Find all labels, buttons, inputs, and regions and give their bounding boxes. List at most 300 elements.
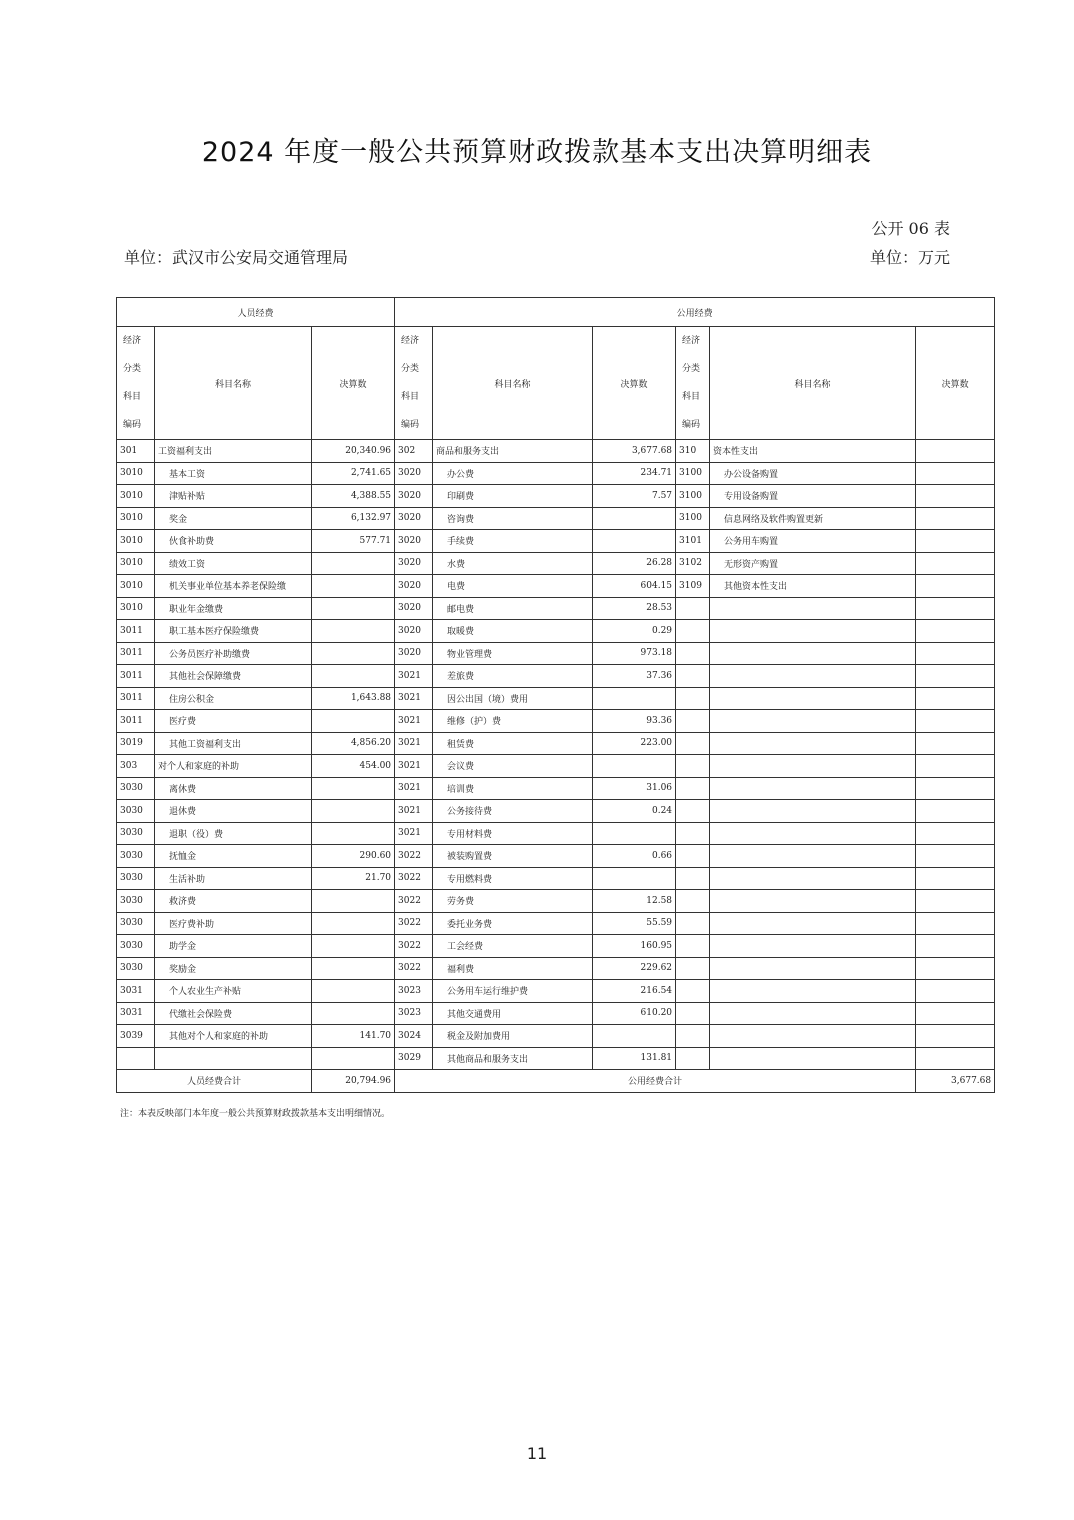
code-cell: 3010 bbox=[117, 575, 155, 598]
subject-cell: 委托业务费 bbox=[433, 912, 593, 935]
subject-cell bbox=[710, 642, 916, 665]
amount-cell bbox=[916, 462, 995, 485]
amount-cell bbox=[916, 665, 995, 688]
amount-cell bbox=[916, 597, 995, 620]
amount-cell bbox=[916, 912, 995, 935]
table-row bbox=[117, 980, 995, 1003]
subject-cell bbox=[710, 867, 916, 890]
amount-cell bbox=[593, 507, 676, 530]
table-row bbox=[117, 575, 995, 598]
amount-cell bbox=[916, 552, 995, 575]
header-amount: 决算数 bbox=[312, 327, 395, 440]
code-cell: 3011 bbox=[117, 620, 155, 643]
code-cell: 3019 bbox=[117, 732, 155, 755]
amount-cell bbox=[312, 890, 395, 913]
amount-cell bbox=[312, 575, 395, 598]
subject-cell: 公务接待费 bbox=[433, 800, 593, 823]
subject-cell bbox=[710, 597, 916, 620]
subject-cell: 劳务费 bbox=[433, 890, 593, 913]
table-row bbox=[117, 890, 995, 913]
amount-cell bbox=[916, 1025, 995, 1048]
table-row bbox=[117, 440, 995, 463]
amount-cell: 1,643.88 bbox=[312, 687, 395, 710]
header-code: 经济 分类 科目 编码 bbox=[395, 327, 433, 440]
table-row bbox=[117, 485, 995, 508]
header-subject: 科目名称 bbox=[433, 327, 593, 440]
amount-cell: 290.60 bbox=[312, 845, 395, 868]
code-cell: 3020 bbox=[395, 462, 433, 485]
code-cell: 3022 bbox=[395, 845, 433, 868]
table-row bbox=[117, 1047, 995, 1070]
code-cell: 3101 bbox=[676, 530, 710, 553]
code-cell: 3100 bbox=[676, 485, 710, 508]
subject-cell: 差旅费 bbox=[433, 665, 593, 688]
code-cell: 3020 bbox=[395, 597, 433, 620]
subject-cell: 电费 bbox=[433, 575, 593, 598]
amount-cell bbox=[916, 890, 995, 913]
amount-cell bbox=[916, 642, 995, 665]
amount-cell: 20,340.96 bbox=[312, 440, 395, 463]
table-row bbox=[117, 755, 995, 778]
amount-cell: 454.00 bbox=[312, 755, 395, 778]
code-cell bbox=[676, 687, 710, 710]
amount-cell: 131.81 bbox=[593, 1047, 676, 1070]
table-row bbox=[117, 732, 995, 755]
amount-cell bbox=[916, 822, 995, 845]
code-cell: 3020 bbox=[395, 507, 433, 530]
table-row bbox=[117, 665, 995, 688]
code-cell: 3021 bbox=[395, 710, 433, 733]
amount-cell bbox=[312, 620, 395, 643]
code-cell: 3020 bbox=[395, 642, 433, 665]
header-code: 经济 分类 科目 编码 bbox=[676, 327, 710, 440]
amount-cell bbox=[593, 867, 676, 890]
table-row bbox=[117, 687, 995, 710]
code-cell: 3020 bbox=[395, 620, 433, 643]
page-title: 2024 年度一般公共预算财政拨款基本支出决算明细表 bbox=[201, 137, 873, 168]
header-amount: 决算数 bbox=[916, 327, 995, 440]
amount-cell: 610.20 bbox=[593, 1002, 676, 1025]
table-row bbox=[117, 935, 995, 958]
amount-cell bbox=[312, 912, 395, 935]
subject-cell bbox=[710, 845, 916, 868]
subject-cell: 工资福利支出 bbox=[155, 440, 312, 463]
subject-cell: 绩效工资 bbox=[155, 552, 312, 575]
amount-cell: 160.95 bbox=[593, 935, 676, 958]
code-cell: 3010 bbox=[117, 507, 155, 530]
table-row bbox=[117, 867, 995, 890]
header-subject: 科目名称 bbox=[155, 327, 312, 440]
subject-cell: 机关事业单位基本养老保险缴 bbox=[155, 575, 312, 598]
subject-cell: 无形资产购置 bbox=[710, 552, 916, 575]
amount-cell bbox=[916, 777, 995, 800]
amount-cell: 3,677.68 bbox=[593, 440, 676, 463]
code-cell bbox=[676, 710, 710, 733]
subject-cell: 住房公积金 bbox=[155, 687, 312, 710]
unit-currency: 单位：万元 bbox=[869, 248, 950, 267]
subject-cell: 取暖费 bbox=[433, 620, 593, 643]
code-cell: 3011 bbox=[117, 710, 155, 733]
subject-cell: 职业年金缴费 bbox=[155, 597, 312, 620]
code-cell: 3011 bbox=[117, 642, 155, 665]
subject-cell: 水费 bbox=[433, 552, 593, 575]
code-cell: 3022 bbox=[395, 935, 433, 958]
amount-cell bbox=[916, 1002, 995, 1025]
code-cell: 3029 bbox=[395, 1047, 433, 1070]
subject-cell bbox=[710, 732, 916, 755]
code-cell: 310 bbox=[676, 440, 710, 463]
subject-cell: 被装购置费 bbox=[433, 845, 593, 868]
subject-cell bbox=[155, 1047, 312, 1070]
amount-cell: 26.28 bbox=[593, 552, 676, 575]
subject-cell bbox=[710, 890, 916, 913]
code-cell bbox=[676, 867, 710, 890]
subject-cell: 培训费 bbox=[433, 777, 593, 800]
subject-cell bbox=[710, 1047, 916, 1070]
subject-cell bbox=[710, 665, 916, 688]
code-cell bbox=[676, 755, 710, 778]
table-row bbox=[117, 507, 995, 530]
subject-cell: 退休费 bbox=[155, 800, 312, 823]
code-cell bbox=[676, 642, 710, 665]
amount-cell: 93.36 bbox=[593, 710, 676, 733]
subject-cell: 公务员医疗补助缴费 bbox=[155, 642, 312, 665]
amount-cell bbox=[916, 485, 995, 508]
code-cell: 3023 bbox=[395, 1002, 433, 1025]
subject-cell bbox=[710, 957, 916, 980]
code-cell: 3011 bbox=[117, 687, 155, 710]
code-cell: 3030 bbox=[117, 957, 155, 980]
header-subject: 科目名称 bbox=[710, 327, 916, 440]
code-cell: 3109 bbox=[676, 575, 710, 598]
code-cell: 3021 bbox=[395, 665, 433, 688]
amount-cell bbox=[916, 755, 995, 778]
code-cell: 3030 bbox=[117, 890, 155, 913]
subject-cell: 手续费 bbox=[433, 530, 593, 553]
subject-cell: 其他交通费用 bbox=[433, 1002, 593, 1025]
subject-cell: 基本工资 bbox=[155, 462, 312, 485]
subject-cell: 咨询费 bbox=[433, 507, 593, 530]
code-cell: 3020 bbox=[395, 485, 433, 508]
amount-cell bbox=[916, 980, 995, 1003]
amount-cell bbox=[916, 710, 995, 733]
table-row bbox=[117, 552, 995, 575]
code-cell bbox=[676, 732, 710, 755]
amount-cell bbox=[916, 507, 995, 530]
code-cell bbox=[676, 1047, 710, 1070]
footnote: 注：本表反映部门本年度一般公共预算财政拨款基本支出明细情况。 bbox=[120, 1109, 391, 1119]
subject-cell: 其他社会保障缴费 bbox=[155, 665, 312, 688]
amount-cell bbox=[916, 845, 995, 868]
code-cell: 3022 bbox=[395, 957, 433, 980]
amount-cell: 0.66 bbox=[593, 845, 676, 868]
subject-cell: 退职（役）费 bbox=[155, 822, 312, 845]
subject-cell: 会议费 bbox=[433, 755, 593, 778]
code-cell bbox=[676, 620, 710, 643]
subject-cell: 公务用车运行维护费 bbox=[433, 980, 593, 1003]
amount-cell bbox=[593, 1025, 676, 1048]
subject-cell bbox=[710, 822, 916, 845]
personnel-total-value: 20,794.96 bbox=[312, 1070, 395, 1093]
table-row bbox=[117, 822, 995, 845]
amount-cell: 234.71 bbox=[593, 462, 676, 485]
code-cell: 3030 bbox=[117, 822, 155, 845]
amount-cell bbox=[916, 732, 995, 755]
code-cell bbox=[117, 1047, 155, 1070]
amount-cell: 55.59 bbox=[593, 912, 676, 935]
code-cell: 3010 bbox=[117, 462, 155, 485]
table-row bbox=[117, 462, 995, 485]
amount-cell bbox=[916, 530, 995, 553]
section-public: 公用经费 bbox=[395, 298, 995, 327]
code-cell: 3031 bbox=[117, 1002, 155, 1025]
code-cell bbox=[676, 1002, 710, 1025]
code-cell: 3023 bbox=[395, 980, 433, 1003]
amount-cell bbox=[312, 552, 395, 575]
table-row bbox=[117, 912, 995, 935]
code-cell: 301 bbox=[117, 440, 155, 463]
subject-cell: 专用燃料费 bbox=[433, 867, 593, 890]
subject-cell bbox=[710, 777, 916, 800]
code-cell: 3010 bbox=[117, 485, 155, 508]
code-cell: 3021 bbox=[395, 800, 433, 823]
subject-cell: 公务用车购置 bbox=[710, 530, 916, 553]
code-cell bbox=[676, 980, 710, 1003]
subject-cell: 其他工资福利支出 bbox=[155, 732, 312, 755]
code-cell: 3100 bbox=[676, 507, 710, 530]
personnel-total-label: 人员经费合计 bbox=[117, 1070, 312, 1093]
table-row bbox=[117, 620, 995, 643]
amount-cell: 973.18 bbox=[593, 642, 676, 665]
expenditure-table bbox=[116, 297, 995, 1093]
unit-organization: 单位：武汉市公安局交通管理局 bbox=[124, 248, 349, 267]
code-cell: 3030 bbox=[117, 867, 155, 890]
code-cell: 3010 bbox=[117, 552, 155, 575]
subject-cell: 对个人和家庭的补助 bbox=[155, 755, 312, 778]
public-total-label: 公用经费合计 bbox=[395, 1070, 916, 1093]
amount-cell bbox=[916, 440, 995, 463]
code-cell: 302 bbox=[395, 440, 433, 463]
amount-cell: 4,388.55 bbox=[312, 485, 395, 508]
subject-cell: 其他资本性支出 bbox=[710, 575, 916, 598]
subject-cell: 工会经费 bbox=[433, 935, 593, 958]
subject-cell: 因公出国（境）费用 bbox=[433, 687, 593, 710]
table-row bbox=[117, 957, 995, 980]
subject-cell bbox=[710, 1025, 916, 1048]
amount-cell: 216.54 bbox=[593, 980, 676, 1003]
table-row bbox=[117, 642, 995, 665]
amount-cell bbox=[312, 800, 395, 823]
amount-cell bbox=[312, 642, 395, 665]
amount-cell bbox=[312, 665, 395, 688]
page-number: 11 bbox=[526, 1444, 548, 1463]
subject-cell: 助学金 bbox=[155, 935, 312, 958]
code-cell bbox=[676, 957, 710, 980]
subject-cell: 商品和服务支出 bbox=[433, 440, 593, 463]
code-cell bbox=[676, 777, 710, 800]
amount-cell: 4,856.20 bbox=[312, 732, 395, 755]
subject-cell: 福利费 bbox=[433, 957, 593, 980]
subject-cell: 代缴社会保险费 bbox=[155, 1002, 312, 1025]
code-cell bbox=[676, 890, 710, 913]
code-cell: 3022 bbox=[395, 867, 433, 890]
subject-cell: 生活补助 bbox=[155, 867, 312, 890]
code-cell bbox=[676, 1025, 710, 1048]
amount-cell: 12.58 bbox=[593, 890, 676, 913]
section-header-row bbox=[117, 298, 995, 327]
subject-cell bbox=[710, 800, 916, 823]
subject-cell: 其他商品和服务支出 bbox=[433, 1047, 593, 1070]
subject-cell: 个人农业生产补贴 bbox=[155, 980, 312, 1003]
code-cell bbox=[676, 800, 710, 823]
code-cell: 3024 bbox=[395, 1025, 433, 1048]
subject-cell bbox=[710, 935, 916, 958]
code-cell: 3021 bbox=[395, 777, 433, 800]
code-cell: 3022 bbox=[395, 890, 433, 913]
amount-cell: 6,132.97 bbox=[312, 507, 395, 530]
code-cell: 3010 bbox=[117, 530, 155, 553]
subject-cell bbox=[710, 620, 916, 643]
amount-cell bbox=[593, 755, 676, 778]
subject-cell bbox=[710, 687, 916, 710]
subject-cell: 办公费 bbox=[433, 462, 593, 485]
code-cell: 3022 bbox=[395, 912, 433, 935]
subject-cell: 医疗费 bbox=[155, 710, 312, 733]
amount-cell bbox=[916, 867, 995, 890]
code-cell: 3030 bbox=[117, 777, 155, 800]
amount-cell bbox=[916, 687, 995, 710]
code-cell: 3030 bbox=[117, 845, 155, 868]
code-cell: 3030 bbox=[117, 800, 155, 823]
header-amount: 决算数 bbox=[593, 327, 676, 440]
public-total-value: 3,677.68 bbox=[916, 1070, 995, 1093]
code-cell: 3030 bbox=[117, 912, 155, 935]
code-cell bbox=[676, 597, 710, 620]
amount-cell bbox=[312, 597, 395, 620]
amount-cell bbox=[916, 620, 995, 643]
code-cell: 3010 bbox=[117, 597, 155, 620]
subject-cell: 奖金 bbox=[155, 507, 312, 530]
subject-cell: 专用设备购置 bbox=[710, 485, 916, 508]
code-cell: 3021 bbox=[395, 687, 433, 710]
amount-cell bbox=[312, 935, 395, 958]
amount-cell: 31.06 bbox=[593, 777, 676, 800]
code-cell bbox=[676, 935, 710, 958]
code-cell: 3021 bbox=[395, 732, 433, 755]
amount-cell bbox=[312, 1047, 395, 1070]
amount-cell bbox=[312, 1002, 395, 1025]
code-cell: 3020 bbox=[395, 575, 433, 598]
amount-cell: 604.15 bbox=[593, 575, 676, 598]
subject-cell: 抚恤金 bbox=[155, 845, 312, 868]
code-cell bbox=[676, 912, 710, 935]
subject-cell: 职工基本医疗保险缴费 bbox=[155, 620, 312, 643]
subject-cell bbox=[710, 1002, 916, 1025]
table-row bbox=[117, 777, 995, 800]
amount-cell bbox=[593, 822, 676, 845]
subject-cell: 资本性支出 bbox=[710, 440, 916, 463]
subject-cell bbox=[710, 710, 916, 733]
subject-cell bbox=[710, 912, 916, 935]
amount-cell: 0.29 bbox=[593, 620, 676, 643]
amount-cell bbox=[312, 710, 395, 733]
amount-cell bbox=[916, 575, 995, 598]
amount-cell: 0.24 bbox=[593, 800, 676, 823]
subject-cell bbox=[710, 755, 916, 778]
amount-cell bbox=[312, 777, 395, 800]
amount-cell: 28.53 bbox=[593, 597, 676, 620]
subject-cell: 税金及附加费用 bbox=[433, 1025, 593, 1048]
amount-cell: 223.00 bbox=[593, 732, 676, 755]
section-personnel: 人员经费 bbox=[117, 298, 395, 327]
form-number: 公开 06 表 bbox=[871, 219, 950, 238]
amount-cell bbox=[312, 957, 395, 980]
header-code: 经济 分类 科目 编码 bbox=[117, 327, 155, 440]
table-row bbox=[117, 1002, 995, 1025]
amount-cell: 37.36 bbox=[593, 665, 676, 688]
amount-cell: 7.57 bbox=[593, 485, 676, 508]
subject-cell: 信息网络及软件购置更新 bbox=[710, 507, 916, 530]
code-cell: 3021 bbox=[395, 755, 433, 778]
code-cell: 3102 bbox=[676, 552, 710, 575]
subject-cell: 其他对个人和家庭的补助 bbox=[155, 1025, 312, 1048]
subject-cell: 救济费 bbox=[155, 890, 312, 913]
code-cell: 3039 bbox=[117, 1025, 155, 1048]
amount-cell bbox=[916, 957, 995, 980]
code-cell: 3011 bbox=[117, 665, 155, 688]
code-cell: 3030 bbox=[117, 935, 155, 958]
amount-cell: 577.71 bbox=[312, 530, 395, 553]
totals-row bbox=[117, 1070, 995, 1093]
table-row bbox=[117, 800, 995, 823]
code-cell bbox=[676, 822, 710, 845]
subject-cell: 印刷费 bbox=[433, 485, 593, 508]
subject-cell: 专用材料费 bbox=[433, 822, 593, 845]
subject-cell: 津贴补贴 bbox=[155, 485, 312, 508]
code-cell: 303 bbox=[117, 755, 155, 778]
table-row bbox=[117, 530, 995, 553]
amount-cell bbox=[916, 800, 995, 823]
amount-cell bbox=[593, 530, 676, 553]
subject-cell: 医疗费补助 bbox=[155, 912, 312, 935]
subject-cell: 维修（护）费 bbox=[433, 710, 593, 733]
amount-cell: 141.70 bbox=[312, 1025, 395, 1048]
amount-cell: 2,741.65 bbox=[312, 462, 395, 485]
subject-cell: 伙食补助费 bbox=[155, 530, 312, 553]
table-row bbox=[117, 845, 995, 868]
code-cell: 3031 bbox=[117, 980, 155, 1003]
code-cell bbox=[676, 665, 710, 688]
amount-cell bbox=[916, 935, 995, 958]
subject-cell bbox=[710, 980, 916, 1003]
subject-cell: 奖励金 bbox=[155, 957, 312, 980]
subject-cell: 租赁费 bbox=[433, 732, 593, 755]
table-row bbox=[117, 710, 995, 733]
column-header-row bbox=[117, 327, 995, 440]
amount-cell bbox=[312, 822, 395, 845]
table-row bbox=[117, 1025, 995, 1048]
code-cell bbox=[676, 845, 710, 868]
code-cell: 3100 bbox=[676, 462, 710, 485]
code-cell: 3021 bbox=[395, 822, 433, 845]
table-row bbox=[117, 597, 995, 620]
subject-cell: 离休费 bbox=[155, 777, 312, 800]
amount-cell bbox=[312, 980, 395, 1003]
subject-cell: 办公设备购置 bbox=[710, 462, 916, 485]
subject-cell: 物业管理费 bbox=[433, 642, 593, 665]
amount-cell: 21.70 bbox=[312, 867, 395, 890]
code-cell: 3020 bbox=[395, 530, 433, 553]
